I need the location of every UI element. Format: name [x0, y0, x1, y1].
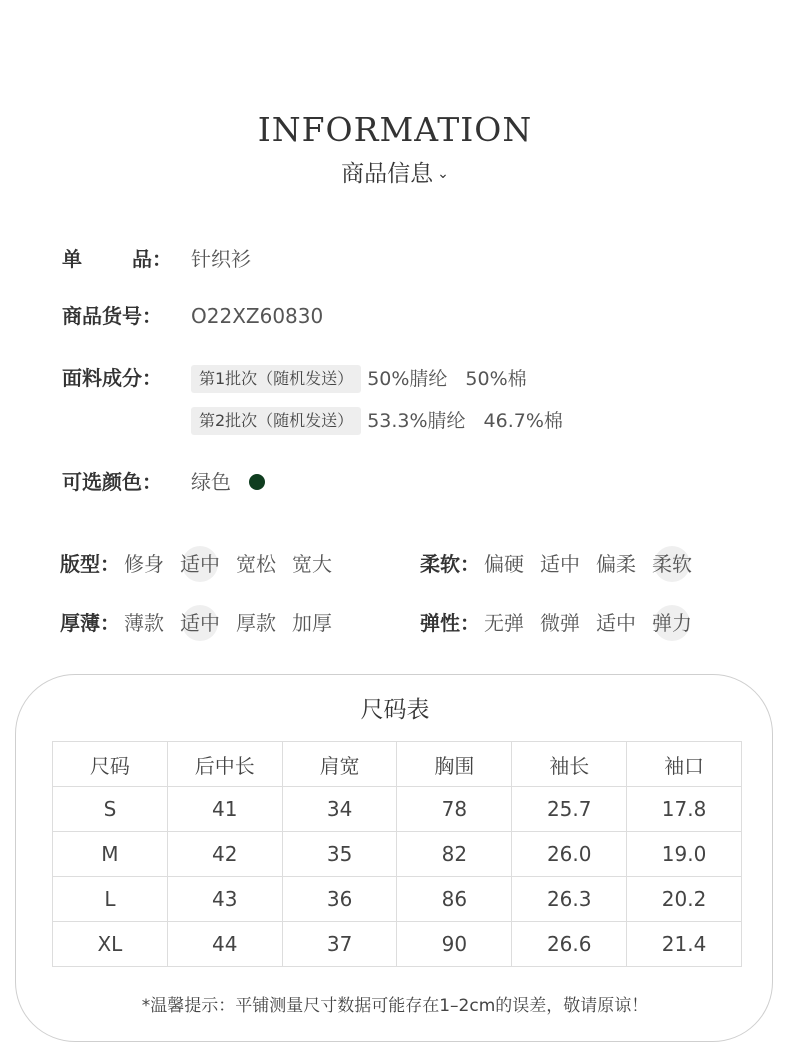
color-value: 绿色: [191, 470, 231, 494]
attr-option: [236, 607, 276, 639]
product-row: [62, 244, 662, 274]
table-cell: 42: [167, 832, 282, 877]
attr-option-text: 宽大: [292, 552, 332, 576]
fabric-part: 46.7%棉: [483, 410, 563, 432]
attr-option-text: 偏柔: [596, 552, 636, 576]
table-cell: M: [53, 832, 168, 877]
table-cell: 26.0: [512, 832, 627, 877]
attr-option-selected: [652, 548, 692, 580]
table-cell: 78: [397, 787, 512, 832]
fabric-part: 50%棉: [465, 368, 527, 390]
title-chinese: [0, 158, 790, 190]
sku-label: 商品货号：: [62, 304, 162, 328]
attr-option: [236, 548, 276, 580]
attr-option-text: 无弹: [484, 611, 524, 635]
attr-elasticity: [420, 607, 708, 639]
table-cell: 26.3: [512, 877, 627, 922]
attr-option-text: 加厚: [292, 611, 332, 635]
attr-option-selected: [652, 607, 692, 639]
table-header-cell: 袖口: [627, 742, 742, 787]
table-row: [53, 832, 742, 877]
title-chinese-text: 商品信息: [341, 161, 434, 187]
attr-option: [484, 607, 524, 639]
product-value: 针织衫: [191, 247, 251, 271]
table-cell: 25.7: [512, 787, 627, 832]
table-cell: 86: [397, 877, 512, 922]
table-header-cell: 后中长: [167, 742, 282, 787]
attr-option-text: 适中: [180, 611, 220, 635]
attr-option: [540, 607, 580, 639]
batch-tag: 第1批次（随机发送）: [191, 365, 361, 393]
product-label-a: 单: [62, 247, 82, 271]
color-value-wrap: [191, 467, 265, 497]
color-row: [62, 467, 662, 497]
attr-option: [596, 548, 636, 580]
table-row: [53, 877, 742, 922]
attr-option-text: 弹力: [652, 611, 692, 635]
table-cell: 35: [282, 832, 397, 877]
size-table: [52, 741, 742, 967]
fabric-part: 53.3%腈纶: [367, 410, 466, 432]
fabric-batch-1: [191, 365, 527, 393]
fabric-part: 50%腈纶: [367, 368, 448, 390]
attr-option: [292, 607, 332, 639]
sku-row: [62, 301, 662, 331]
table-cell: 36: [282, 877, 397, 922]
attr-option-text: 适中: [180, 552, 220, 576]
table-header-cell: 尺码: [53, 742, 168, 787]
table-cell: 26.6: [512, 922, 627, 967]
attr-option-text: 偏硬: [484, 552, 524, 576]
fabric-label: 面料成分：: [62, 366, 162, 390]
attr-option: [540, 548, 580, 580]
measurement-note: *温馨提示：平铺测量尺寸数据可能存在1–2cm的误差，敬请原谅！: [141, 996, 649, 1016]
color-swatch[interactable]: [249, 474, 265, 490]
attr-thickness-label: 厚薄：: [60, 611, 120, 635]
table-cell: L: [53, 877, 168, 922]
attr-elasticity-label: 弹性：: [420, 611, 480, 635]
table-header-row: [53, 742, 742, 787]
batch-tag: 第2批次（随机发送）: [191, 407, 361, 435]
table-cell: 82: [397, 832, 512, 877]
title-english: INFORMATION: [257, 110, 533, 149]
attr-option-text: 微弹: [540, 611, 580, 635]
table-cell: 17.8: [627, 787, 742, 832]
attr-option: [292, 548, 332, 580]
attr-option-text: 适中: [596, 611, 636, 635]
table-cell: 43: [167, 877, 282, 922]
attr-softness-label: 柔软：: [420, 552, 480, 576]
attr-option: [124, 607, 164, 639]
table-cell: 41: [167, 787, 282, 832]
attr-option-selected: [180, 548, 220, 580]
table-cell: 19.0: [627, 832, 742, 877]
table-row: [53, 922, 742, 967]
fabric-batch-2: [191, 407, 563, 435]
attr-option-text: 宽松: [236, 552, 276, 576]
attr-option-selected: [180, 607, 220, 639]
attr-fit: [60, 548, 348, 580]
attr-option-text: 修身: [124, 552, 164, 576]
table-header-cell: 胸围: [397, 742, 512, 787]
table-cell: 20.2: [627, 877, 742, 922]
table-cell: 44: [167, 922, 282, 967]
attr-option-text: 适中: [540, 552, 580, 576]
chevron-down-icon: ⌄: [437, 166, 449, 182]
attr-softness: [420, 548, 708, 580]
product-label: [62, 244, 172, 274]
attr-option: [596, 607, 636, 639]
table-cell: 37: [282, 922, 397, 967]
product-label-b: 品：: [132, 247, 172, 271]
table-row: [53, 787, 742, 832]
table-cell: XL: [53, 922, 168, 967]
color-label: 可选颜色：: [62, 470, 162, 494]
attr-option-text: 薄款: [124, 611, 164, 635]
size-chart-title: 尺码表: [360, 697, 430, 723]
attr-option-text: 厚款: [236, 611, 276, 635]
table-cell: 21.4: [627, 922, 742, 967]
table-cell: S: [53, 787, 168, 832]
sku-value: O22XZ60830: [191, 304, 324, 328]
attr-fit-label: 版型：: [60, 552, 120, 576]
attr-option: [124, 548, 164, 580]
table-cell: 34: [282, 787, 397, 832]
attr-option: [484, 548, 524, 580]
attr-option-text: 柔软: [652, 552, 692, 576]
table-header-cell: 袖长: [512, 742, 627, 787]
attr-thickness: [60, 607, 348, 639]
table-header-cell: 肩宽: [282, 742, 397, 787]
table-cell: 90: [397, 922, 512, 967]
